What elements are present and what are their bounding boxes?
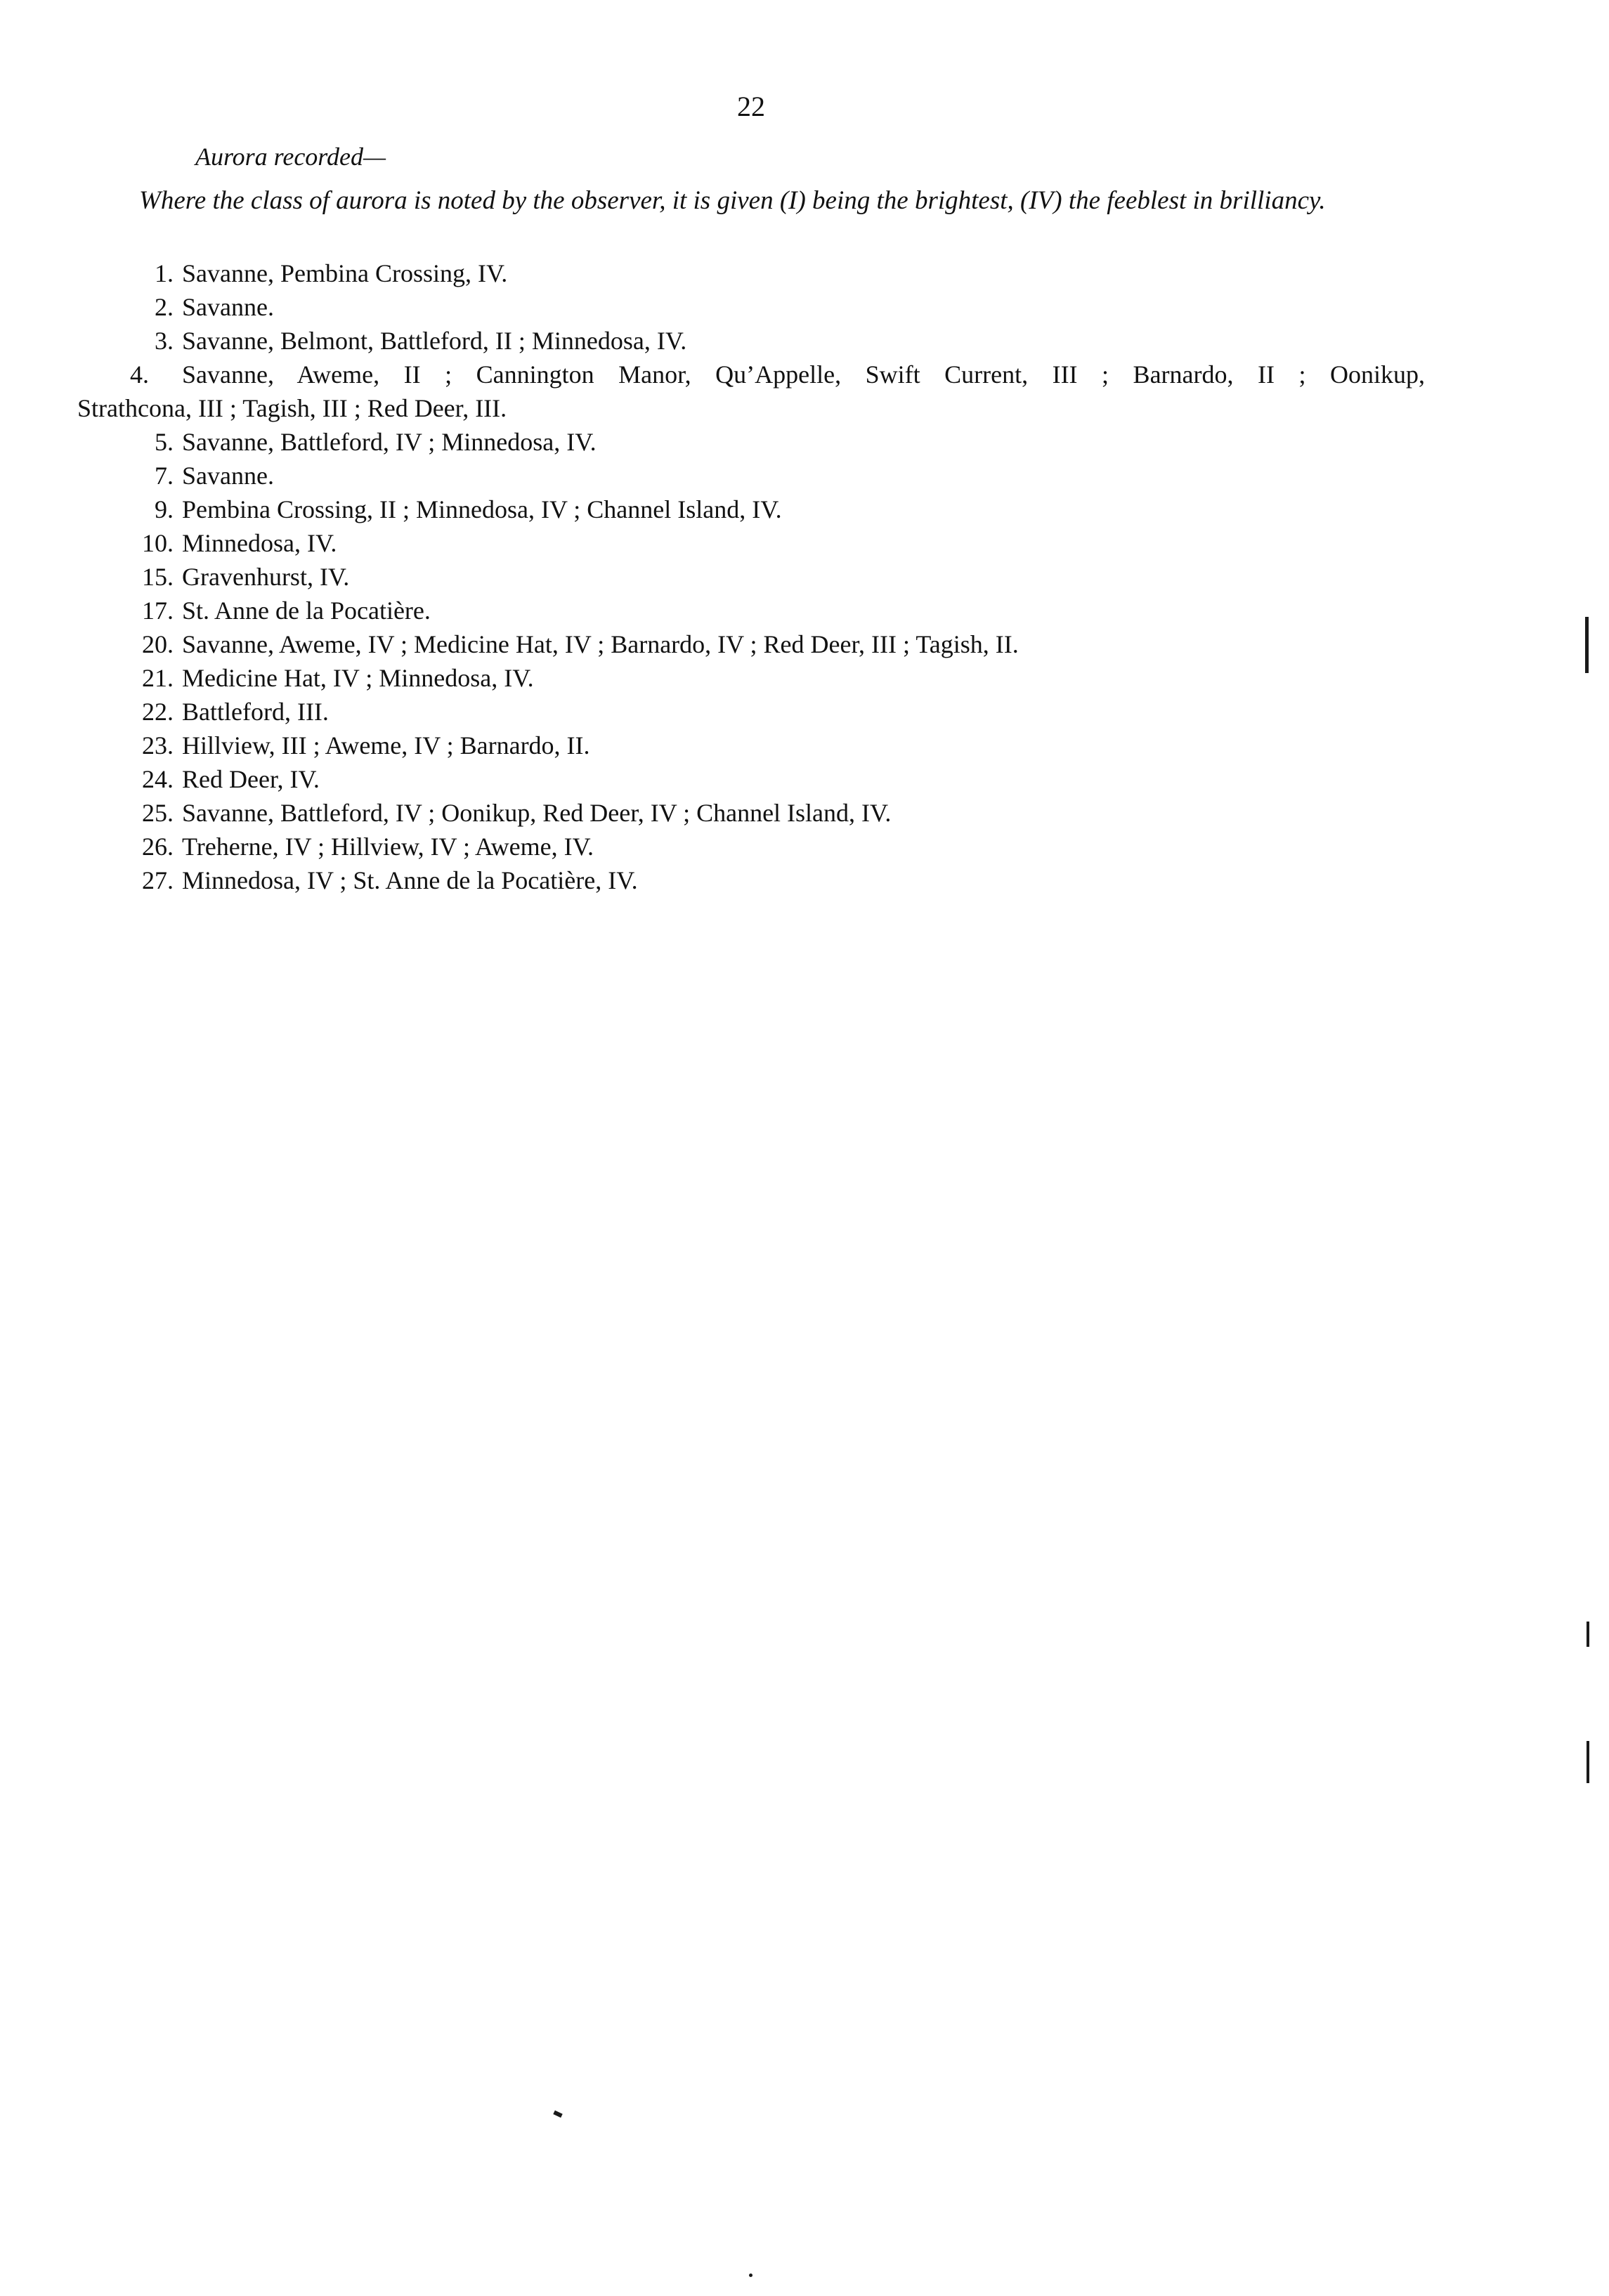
entry-text: St. Anne de la Pocatière. [182,596,431,625]
entry-text: Savanne. [182,462,274,490]
entry-text: Minnedosa, IV. [182,529,337,557]
entry-number: 27. [142,866,174,894]
aurora-entry-list [77,256,1425,897]
entry-1 [77,256,1425,290]
entry-number: 26. [142,833,174,861]
scan-mark [1585,617,1589,673]
entry-text: Medicine Hat, IV ; Minnedosa, IV. [182,664,534,692]
entry-text: Red Deer, IV. [182,765,320,793]
entry-number: 23. [142,731,174,759]
entry-text: Savanne, Aweme, IV ; Medicine Hat, IV ; Barnardo, IV ; Red Deer, III ; Tagish, II. [182,630,1019,658]
entry-3 [77,324,1425,358]
page-number: 22 [737,91,765,122]
entry-text: Pembina Crossing, II ; Minnedosa, IV ; Channel Island, IV. [182,495,782,523]
entry-text: Savanne, Belmont, Battleford, II ; Minnedosa, IV. [182,327,687,355]
entry-text: Minnedosa, IV ; St. Anne de la Pocatière, IV. [182,866,638,894]
entry-number: 10. [142,529,174,557]
entry-22 [77,695,1425,729]
scan-mark [1587,1622,1589,1647]
entry-text: Savanne, Pembina Crossing, IV. [182,259,508,287]
entry-27 [77,863,1425,897]
entry-number: 7. [155,462,174,490]
entry-number: 20. [142,630,174,658]
scan-mark [553,2111,562,2118]
entry-20 [77,627,1425,661]
entry-text: Savanne, Battleford, IV ; Minnedosa, IV. [182,428,597,456]
entry-text: Battleford, III. [182,698,329,726]
entry-23 [77,729,1425,762]
entry-15 [77,560,1425,594]
entry-text: Savanne, Aweme, II ; Cannington Manor, Qu’Appelle, Swift Current, III ; Barnardo, II ; Oonikup, [182,360,1425,389]
entry-number: 21. [142,664,174,692]
entry-2 [77,290,1425,324]
entry-text: Savanne, Battleford, IV ; Oonikup, Red Deer, IV ; Channel Island, IV. [182,799,892,827]
entry-text: Hillview, III ; Aweme, IV ; Barnardo, II. [182,731,590,759]
entry-text: Gravenhurst, IV. [182,563,350,591]
entry-continuation: Strathcona, III ; Tagish, III ; Red Deer, III. [77,394,507,422]
entry-number: 4. [130,360,149,389]
scan-mark [749,2274,753,2277]
entry-number: 9. [155,495,174,523]
entry-number: 17. [142,596,174,625]
entry-21 [77,661,1425,695]
entry-number: 5. [155,428,174,456]
entry-number: 2. [155,293,174,321]
entry-7 [77,459,1425,493]
entry-5 [77,425,1425,459]
scan-mark [1587,1741,1589,1783]
entry-number: 1. [155,259,174,287]
entry-26 [77,830,1425,863]
entry-17 [77,594,1425,627]
entry-10 [77,526,1425,560]
entry-number: 3. [155,327,174,355]
entry-text: Treherne, IV ; Hillview, IV ; Aweme, IV. [182,833,594,861]
entry-number: 24. [142,765,174,793]
entry-number: 22. [142,698,174,726]
entry-25 [77,796,1425,830]
entry-9 [77,493,1425,526]
entry-4 [77,358,1425,425]
intro-paragraph: Where the class of aurora is noted by the observer, it is given (I) being the brightest, (IV) the feeblest in brilliancy. [139,186,1326,215]
entry-number: 25. [142,799,174,827]
entry-24 [77,762,1425,796]
entry-number: 15. [142,563,174,591]
entry-text: Savanne. [182,293,274,321]
section-heading: Aurora recorded— [195,143,386,171]
